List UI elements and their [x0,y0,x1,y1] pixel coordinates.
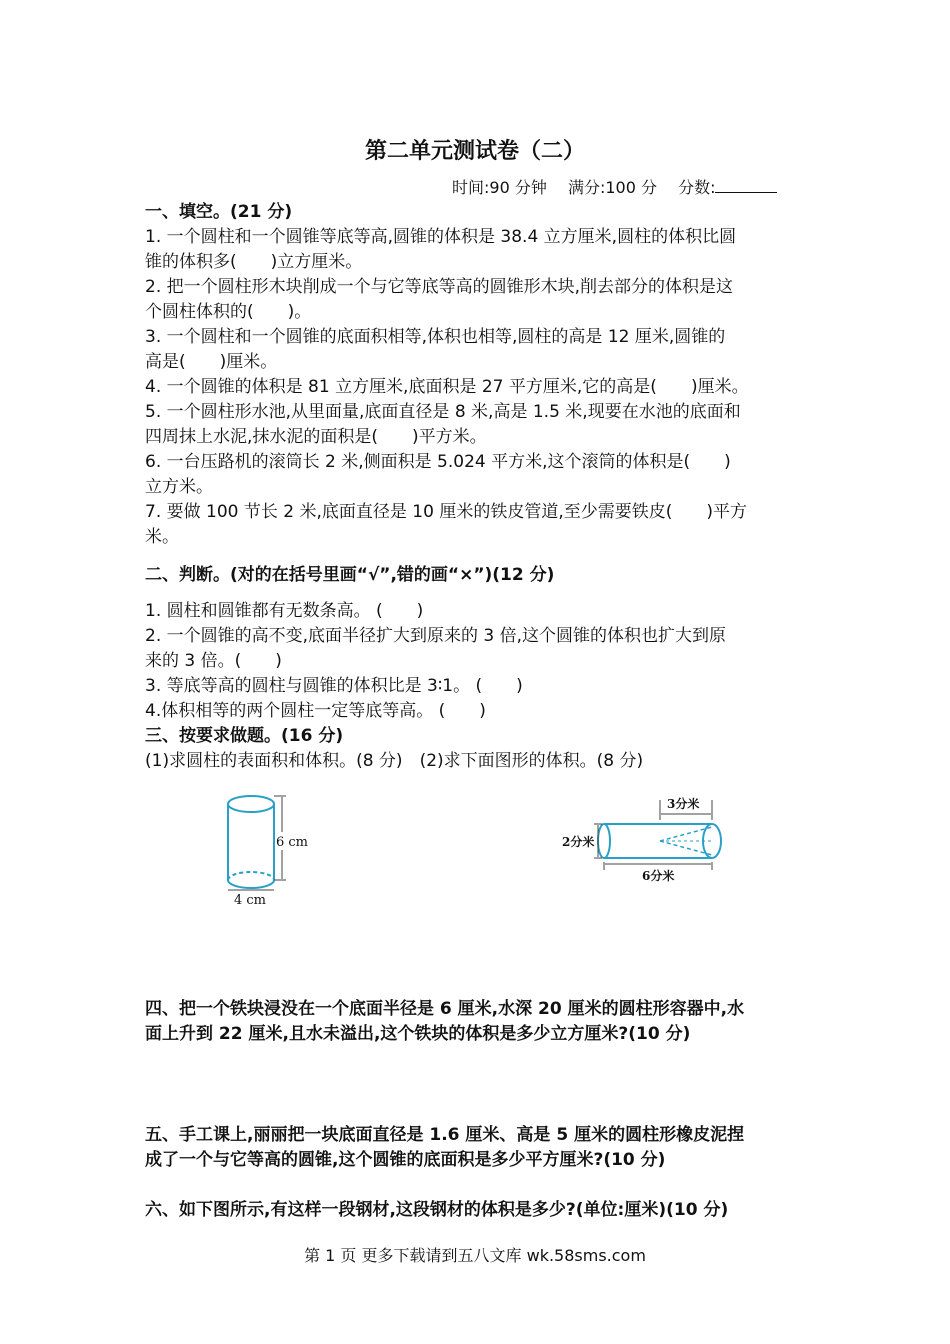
s1-q4: 4. 一个圆锥的体积是 81 立方厘米,底面积是 27 平方厘米,它的高是( )厘米。 [145,377,749,397]
cone-length-label: 3分米 [667,797,700,811]
s1-q5-line1: 5. 一个圆柱形水池,从里面量,底面直径是 8 米,高是 1.5 米,现要在水池的底面和 [145,402,741,422]
cylinder-bottom-front [228,880,274,888]
page-title: 第二单元测试卷（二） [364,138,585,164]
s1-q2-line1: 2. 把一个圆柱形木块削成一个与它等底等高的圆锥形木块,削去部分的体积是这 [145,277,734,297]
cylinder-bottom-back [228,872,274,880]
s2-q3: 3. 等底等高的圆柱与圆锥的体积比是 3∶1。 ( ) [145,676,523,696]
page-footer: 第 1 页 更多下载请到五八文库 wk.58sms.com [304,1246,646,1265]
cylinder-cone-figure [560,790,740,890]
s2-q1: 1. 圆柱和圆锥都有无数条高。 ( ) [145,601,424,621]
s1-q2-line2: 个圆柱体积的( )。 [145,302,312,322]
section-4-line1: 四、把一个铁块浸没在一个底面半径是 6 厘米,水深 20 厘米的圆柱形容器中,水 [145,999,745,1019]
s1-q6-line2: 立方米。 [145,477,213,497]
section-4-line2: 面上升到 22 厘米,且水未溢出,这个铁块的体积是多少立方厘米?(10 分) [145,1024,691,1044]
score-blank[interactable] [715,178,777,193]
section-3-heading: 三、按要求做题。(16 分) [145,726,344,746]
s1-q3-line1: 3. 一个圆柱和一个圆锥的底面积相等,体积也相等,圆柱的高是 12 厘米,圆锥的 [145,327,726,347]
cylinder-figure [220,790,330,910]
s1-q1-line2: 锥的体积多( )立方厘米。 [145,252,363,272]
s1-q6-line1: 6. 一台压路机的滚筒长 2 米,侧面积是 5.024 平方米,这个滚筒的体积是( ) [145,452,731,472]
figure2-diameter-label: 2分米 [562,835,595,849]
cylinder-height-label: 6 cm [276,835,309,850]
s1-q5-line2: 四周抹上水泥,抹水泥的面积是( )平方米。 [145,427,487,447]
exam-meta [452,175,777,198]
cylinder-top-ellipse [228,796,274,812]
cylinder-diameter-label: 4 cm [234,893,267,908]
s1-q3-line2: 高是( )厘米。 [145,352,278,372]
s1-q7-line1: 7. 要做 100 节长 2 米,底面直径是 10 厘米的铁皮管道,至少需要铁皮( )平方 [145,502,748,522]
section-6-heading: 六、如下图所示,有这样一段钢材,这段钢材的体积是多少?(单位:厘米)(10 分) [145,1200,729,1220]
full-score: 满分:100 分 [567,178,657,197]
figure2-right-end [703,824,721,858]
s2-q4: 4.体积相等的两个圆柱一定等底等高。 ( ) [145,701,486,721]
section-5-line1: 五、手工课上,丽丽把一块底面直径是 1.6 厘米、高是 5 厘米的圆柱形橡皮泥捏 [145,1125,745,1145]
section-1-heading: 一、填空。(21 分) [145,202,293,222]
s1-q7-line2: 米。 [145,527,179,547]
figure2-length-label: 6分米 [642,869,675,883]
s3-subquestions: (1)求圆柱的表面积和体积。(8 分) (2)求下面图形的体积。(8 分) [145,751,644,771]
time-limit: 时间:90 分钟 [452,178,547,197]
s2-q2-line2: 来的 3 倍。( ) [145,651,282,671]
s1-q1-line1: 1. 一个圆柱和一个圆锥等底等高,圆锥的体积是 38.4 立方厘米,圆柱的体积比圆 [145,227,737,247]
s2-q2-line1: 2. 一个圆锥的高不变,底面半径扩大到原来的 3 倍,这个圆锥的体积也扩大到原 [145,626,727,646]
section-5-line2: 成了一个与它等高的圆锥,这个圆锥的底面积是多少平方厘米?(10 分) [145,1150,666,1170]
section-2-heading: 二、判断。(对的在括号里画“√”,错的画“×”)(12 分) [145,565,555,585]
figure2-left-end [598,824,610,858]
score-label: 分数: [678,178,716,197]
